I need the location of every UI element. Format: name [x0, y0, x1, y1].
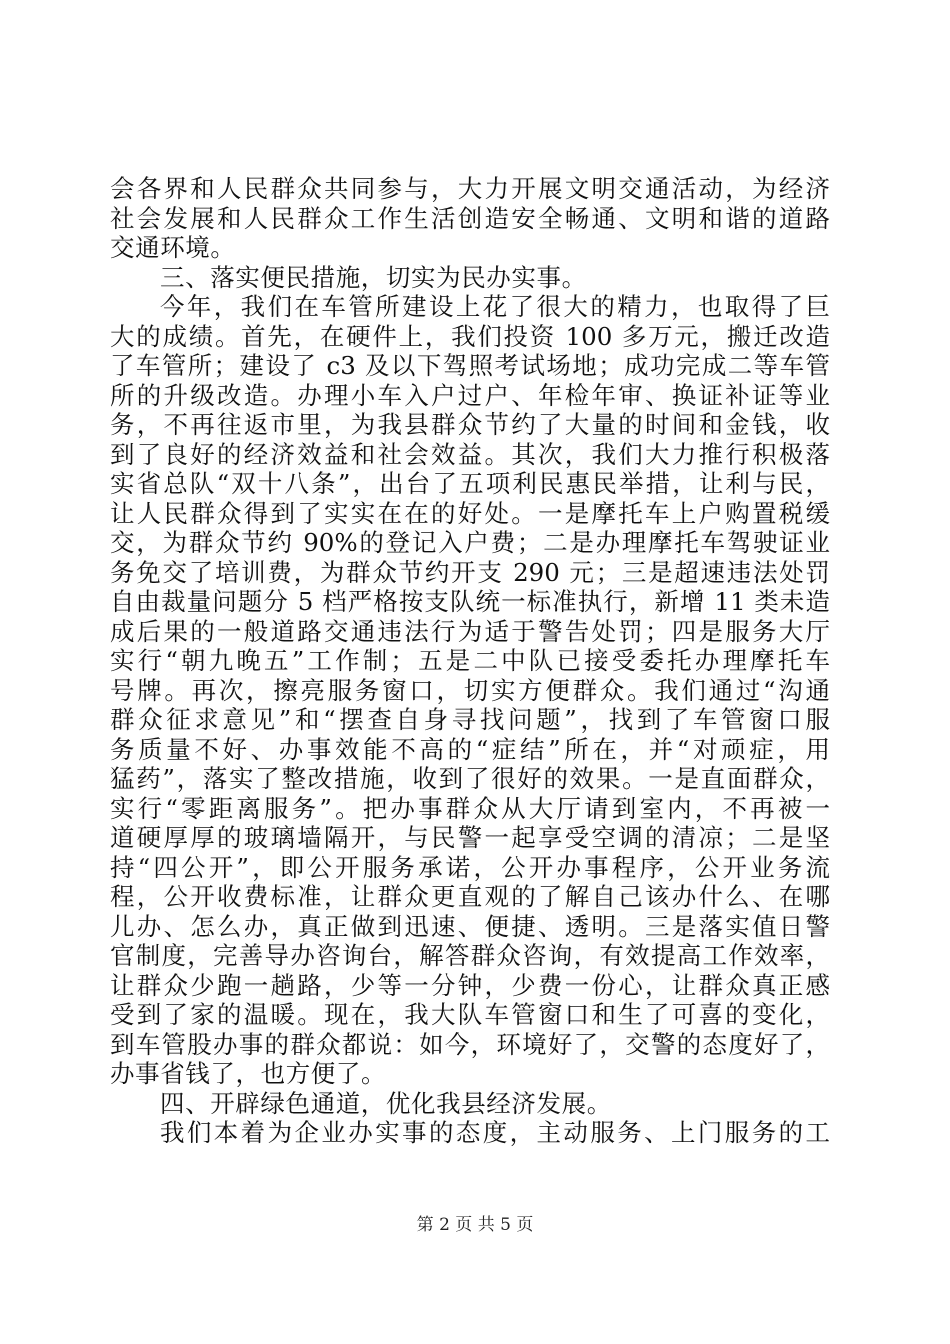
text-line: 儿办、怎么办，真正做到迅速、便捷、透明。三是落实值日警: [110, 911, 830, 941]
text-line: 群众征求意见”和“摆查自身寻找问题”，找到了车管窗口服: [110, 705, 830, 734]
text-line: 交，为群众节约 90%的登记入户费；二是办理摩托车驾驶证业: [110, 528, 830, 557]
document-body: [110, 174, 830, 1148]
text-line: 办事省钱了，也方便了。: [110, 1059, 387, 1088]
text-line: 所的升级改造。办理小车入户过户、年检年审、换证补证等业: [110, 380, 830, 410]
text-line: 务，不再往返市里，为我县群众节约了大量的时间和金钱，收: [110, 410, 830, 439]
text-line: 号牌。再次，擦亮服务窗口，切实方便群众。我们通过“沟通: [110, 675, 830, 705]
text-line: 我们本着为企业办实事的态度，主动服务、上门服务的工: [160, 1118, 830, 1147]
text-line: 官制度，完善导办咨询台，解答群众咨询，有效提高工作效率，: [110, 941, 830, 970]
text-line: 让群众少跑一趟路，少等一分钟，少费一份心，让群众真正感: [110, 970, 830, 1000]
text-line: 受到了家的温暖。现在，我大队车管窗口和生了可喜的变化，: [110, 1000, 830, 1029]
text-line: 实省总队“双十八条”，出台了五项利民惠民举措，让利与民，: [110, 469, 830, 498]
text-line: 道硬厚厚的玻璃墙隔开，与民警一起享受空调的清凉；二是坚: [110, 823, 830, 852]
text-line: 了车管所；建设了 c3 及以下驾照考试场地；成功完成二等车管: [110, 351, 830, 380]
text-line: 实行“零距离服务”。把办事群众从大厅请到室内，不再被一: [110, 793, 830, 823]
text-line: 让人民群众得到了实实在在的好处。一是摩托车上户购置税缓: [110, 498, 830, 528]
text-line: 四、开辟绿色通道，优化我县经济发展。: [160, 1088, 612, 1118]
text-line: 今年，我们在车管所建设上花了很大的精力，也取得了巨: [160, 292, 830, 321]
text-line: 务免交了培训费，为群众节约开支 290 元；三是超速违法处罚: [110, 557, 830, 587]
text-line: 务质量不好、办事效能不高的“症结”所在，并“对顽症，用: [110, 734, 830, 764]
text-line: 交通环境。: [110, 233, 236, 262]
text-line: 到车管股办事的群众都说：如今，环境好了，交警的态度好了，: [110, 1029, 830, 1059]
text-line: 社会发展和人民群众工作生活创造安全畅通、文明和谐的道路: [110, 203, 830, 233]
text-line: 猛药”，落实了整改措施，收到了很好的效果。一是直面群众，: [110, 764, 830, 793]
text-line: 成后果的一般道路交通违法行为适于警告处罚；四是服务大厅: [110, 616, 830, 646]
text-line: 持“四公开”，即公开服务承诺，公开办事程序，公开业务流: [110, 852, 830, 882]
page-footer: 第 2 页 共 5 页: [416, 1215, 534, 1235]
text-line: 自由裁量问题分 5 档严格按支队统一标准执行，新增 11 类未造: [110, 587, 830, 616]
text-line: 三、落实便民措施，切实为民办实事。: [160, 262, 587, 292]
text-line: 实行“朝九晚五”工作制；五是二中队已接受委托办理摩托车: [110, 646, 830, 675]
text-line: 会各界和人民群众共同参与，大力开展文明交通活动，为经济: [110, 174, 830, 203]
text-line: 程，公开收费标准，让群众更直观的了解自己该办什么、在哪: [110, 882, 830, 911]
text-line: 到了良好的经济效益和社会效益。其次，我们大力推行积极落: [110, 439, 830, 469]
text-line: 大的成绩。首先，在硬件上，我们投资 100 多万元，搬迁改造: [110, 321, 830, 351]
